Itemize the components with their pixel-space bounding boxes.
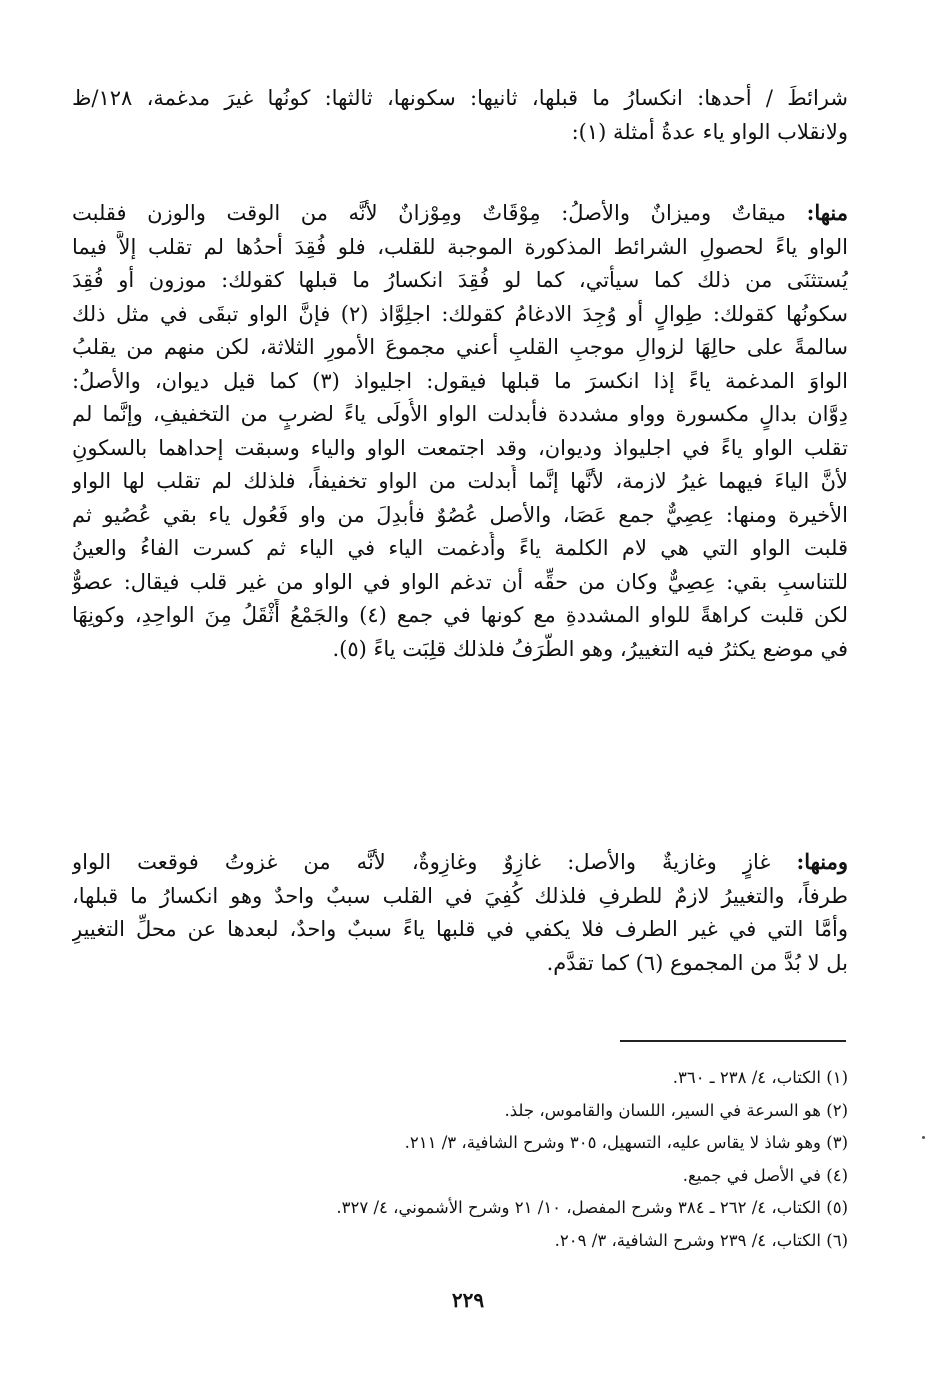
text-line: طرفاً، والتغييرُ لازمٌ للطرفِ فلذلك كُفِيَ في القلب سببٌ واحدٌ وهو انكسارُ ما قبلها،: [72, 883, 848, 908]
text-line: لكن قلبت كراهةً للواو المشددةِ مع كونها في جمع (٤) والجَمْعُ أَثْقَلُ مِنَ الواحِدِ، وكونِهَا: [72, 603, 848, 627]
text-line: الأخيرة ومنها: عِصِيٌّ جمع عَصَا، والأصل عُصُوٌ فأُبدِلَ من واو فَعُول ياء بقي عُصُيو ثم: [72, 502, 848, 527]
footnotes: [200, 1062, 848, 1258]
text-line-body: غازٍ وغازيةٌ والأصل: غازِوٌ وغازِوةٌ، لأنَّه من غزوتُ فوقعت الواو: [72, 850, 771, 874]
text-line: بل لا بُدَّ من المجموع (٦) كما تقدَّم.: [546, 950, 848, 975]
text-line: وأمَّا التي في غير الطرف فلا يكفي في قلبها ياءً سببٌ واحدٌ، لبعدها عن محلِّ التغييرِ: [72, 917, 848, 941]
text-line: لأنَّ الياءَ فيهما غيرُ لازمة، لأنَّها إنَّما أُبدلت من الواو تخفيفاً، فلذلك لم تقلب لها الواو: [72, 469, 848, 493]
header-paragraph: [72, 82, 848, 149]
text-line: يُستثنَى من ذلك كما سيأتي، كما لو فُقِدَ انكسارُ ما قبلها كقولك: موزون أو فُقِدَ: [72, 268, 848, 292]
paragraph-ghazin: [72, 845, 848, 980]
text-line: ولانقلاب الواو ياء عدةُ أمثلة (١):: [571, 119, 848, 144]
footnote: (٣) وهو شاذ لا يقاس عليه، التسهيل، ٣٠٥ وشرح الشافية، ٣/ ٢١١.: [404, 1133, 848, 1153]
text-line: للتناسبِ بقي: عِصِيٌّ وكان من حقِّه أن تدغم الواو في الواو من غير قلب فيقال: عصوٌّ: [72, 569, 848, 594]
paragraph-lead: ومنها:: [796, 849, 848, 874]
page-number: ٢٢٩: [451, 1288, 485, 1312]
text-line: شرائطَ / أحدها: انكسارُ ما قبلها، ثانيها: سكونها، ثالثها: كونُها غيرَ مدغمة، ١٢٨/ظ: [72, 86, 848, 110]
paragraph-lead: منها:: [806, 200, 848, 225]
text-line: [72, 196, 848, 231]
footnote: (٦) الكتاب، ٤/ ٢٣٩ وشرح الشافية، ٣/ ٢٠٩.: [554, 1230, 848, 1250]
text-line: سكونُها كقولك: طِوالٍ أو وُجِدَ الادغامُ كقولك: اجلِوَّاذ (٢) فإنَّ الواو تبقَى في مثل ذلك: [72, 301, 848, 326]
footnote: (١) الكتاب، ٤/ ٢٣٨ ـ ٣٦٠.: [672, 1068, 848, 1087]
text-line: سالمةً على حالِهَا لزوالِ موجبِ القلبِ أعني مجموعَ الأمورِ الثلاثة، لكن منهم من يقلبُ: [72, 335, 848, 359]
text-line-body: ميقاتٌ وميزانٌ والأصلُ: مِوْقَاتٌ ومِوْزانٌ لأنَّه من الوقت والوزن فقلبت: [72, 201, 787, 225]
text-line: في موضع يكثرُ فيه التغييرُ، وهو الطَّرَفُ فلذلك قلِبَت ياءً (٥).: [332, 636, 848, 661]
text-line: قلبت الواو التي هي لام الكلمة ياءً وأُدغمت الياء في الياء ثم كسرت الفاءُ والعينُ: [72, 536, 848, 560]
text-line: دِوَّان بدالٍ مكسورة وواو مشددة فأبدلت الواو الأُولَى ياءً لضربٍ من التخفيفِ، وإنَّما لم: [72, 402, 848, 426]
text-line: [72, 845, 848, 880]
text-line: الواوَ المدغمة ياءً إذا انكسرَ ما قبلها فيقول: اجليواذ (٣) كما قيل ديوان، والأصلُ:: [72, 368, 848, 393]
footnote: (٢) هو السرعة في السير، اللسان والقاموس، جلذ.: [504, 1100, 848, 1120]
text-line: تقلب الواو ياءً في اجليواذ وديوان، وقد اجتمعت الواو والياء وسبقت إحداهما بالسكونِ: [72, 435, 848, 460]
text-line: الواو ياءً لحصولِ الشرائط المذكورة الموجبة للقلب، فلو فُقِدَ أحدُها لم تقلب إلاَّ فيما: [72, 234, 848, 259]
margin-mark: [922, 1136, 925, 1139]
footnote: (٥) الكتاب، ٤/ ٢٦٢ ـ ٣٨٤ وشرح المفصل، ١٠/ ٢١ وشرح الأشموني، ٤/ ٣٢٧.: [336, 1198, 848, 1218]
footnote-separator: [620, 1040, 846, 1042]
footnote: (٤) في الأصل في جميع.: [682, 1165, 848, 1185]
paragraph-mizan: [72, 196, 848, 666]
